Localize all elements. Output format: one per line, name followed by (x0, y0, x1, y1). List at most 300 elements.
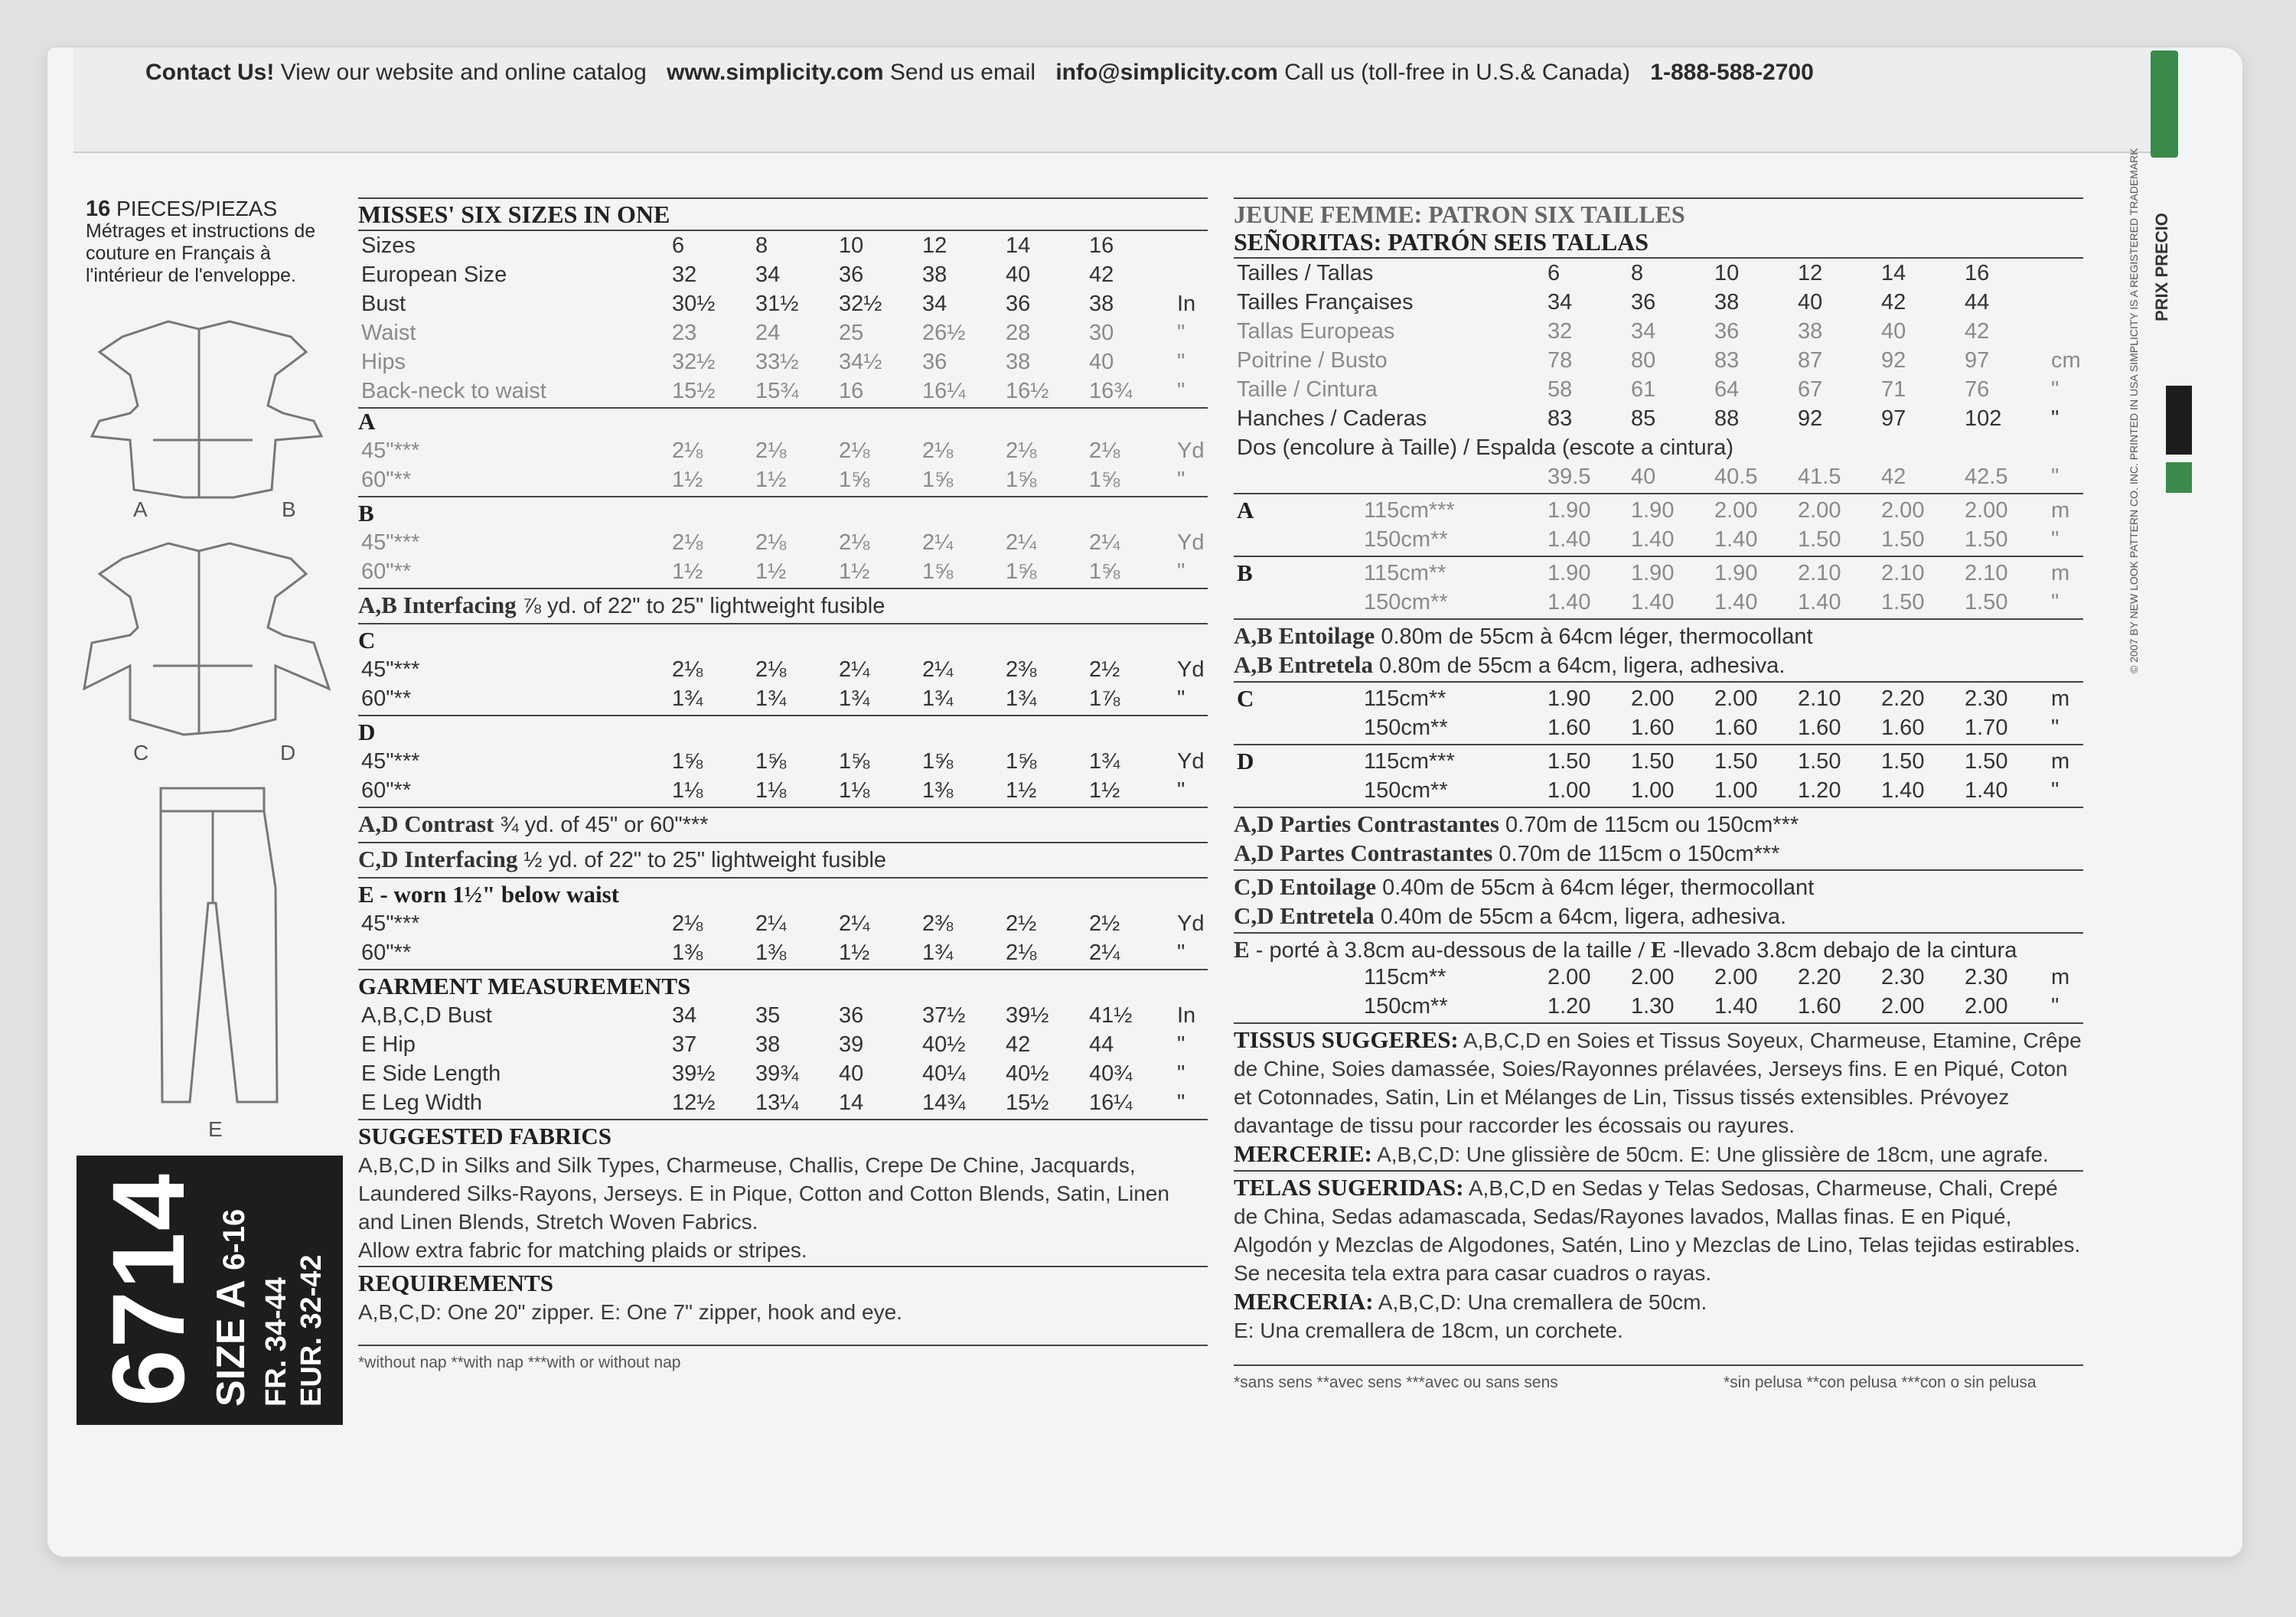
cell-value: 1.00 (1631, 778, 1675, 803)
cell-value: 34 (922, 292, 947, 316)
table-row (1234, 992, 2083, 1021)
table-row (358, 1001, 1208, 1030)
row-label: 150cm** (1364, 590, 1448, 615)
row-label: 115cm*** (1364, 749, 1455, 774)
cell-value: 1⅝ (839, 749, 870, 774)
unit-label: Yd (1177, 530, 1205, 555)
table-row (1234, 496, 2083, 525)
cell-value: 2.20 (1881, 686, 1925, 711)
cell-value: 14¾ (922, 1090, 966, 1115)
copyright-side-text: © 2007 BY NEW LOOK PATTERN CO. INC. PRINTED IN USA SIMPLICITY IS A REGISTERED TRADEMARK (2128, 148, 2140, 673)
cell-value: 42.5 (1965, 465, 2008, 489)
cell-value: 36 (839, 262, 864, 287)
table-row (358, 347, 1208, 377)
cell-value: 35 (755, 1003, 781, 1028)
french-spanish-chart (1234, 196, 2083, 1397)
cell-value: 36 (1631, 290, 1656, 315)
row-label: 45"*** (361, 911, 420, 936)
fr-view-label: D (1237, 748, 1254, 774)
unit-label: In (1177, 1003, 1196, 1028)
cell-value: 92 (1881, 348, 1906, 373)
english-title: MISSES' SIX SIZES IN ONE (358, 200, 670, 228)
cell-value: 38 (1714, 290, 1740, 315)
table-row (1234, 404, 2083, 433)
cell-value: 71 (1881, 377, 1906, 402)
cell-value: 1⅝ (922, 749, 954, 774)
cell-value: 36 (1006, 292, 1031, 316)
cell-value: 1.90 (1548, 561, 1591, 585)
row-label: 150cm** (1364, 716, 1448, 740)
cell-value: 2.00 (1881, 498, 1925, 523)
cell-value: 2⅛ (1006, 941, 1037, 965)
row-label: Hips (361, 350, 406, 374)
fr-view-e-yardage (1234, 963, 2083, 1021)
cell-value: 1.20 (1548, 994, 1591, 1019)
cell-value: 2⅛ (672, 438, 703, 463)
cell-value: 2⅛ (755, 438, 787, 463)
cell-value: 1.40 (1965, 778, 2008, 803)
row-label: Bust (361, 292, 406, 316)
cell-value: 1⅜ (755, 941, 787, 965)
cell-value: 42 (1006, 1032, 1031, 1057)
cell-value: 87 (1798, 348, 1823, 373)
unit-label: m (2051, 686, 2070, 711)
cell-value: 15½ (672, 379, 716, 403)
cell-value: 6 (1548, 261, 1561, 285)
unit-label: " (1177, 1061, 1186, 1086)
cell-value: 14 (1006, 233, 1031, 258)
table-row (358, 528, 1208, 557)
ab-entretela: A,B Entretela 0.80m de 55cm a 64cm, ligera, adhesiva. (1234, 651, 1786, 678)
cell-value: 42 (1089, 262, 1114, 287)
cell-value: 2¼ (1006, 530, 1037, 555)
cell-value: 40.5 (1714, 465, 1758, 489)
cell-value: 1½ (1006, 778, 1037, 803)
cell-value: 16 (839, 379, 864, 403)
table-row (1234, 462, 2083, 491)
spanish-title: SEÑORITAS: PATRÓN SEIS TALLAS (1234, 228, 1649, 256)
cell-value: 83 (1548, 406, 1573, 431)
cell-value: 8 (1631, 261, 1644, 285)
cell-value: 34 (755, 262, 781, 287)
cell-value: 2½ (1089, 911, 1120, 936)
website-link[interactable]: www.simplicity.com (667, 60, 884, 85)
fr-view-label: A (1237, 497, 1254, 523)
unit-label: " (1177, 321, 1186, 345)
cell-value: 40 (1089, 350, 1114, 374)
cell-value: 37½ (922, 1003, 966, 1028)
cell-value: 1.00 (1548, 778, 1591, 803)
cell-value: 34½ (839, 350, 882, 374)
row-label: E Side Length (361, 1061, 501, 1086)
view-label-a: A (133, 497, 148, 521)
cell-value: 1½ (839, 559, 870, 584)
cell-value: 2.00 (1965, 498, 2008, 523)
fr-view-e-heading: E - porté à 3.8cm au-dessous de la taille / E -llevado 3.8cm debajo de la cintura (1234, 936, 2017, 963)
cell-value: 2.30 (1881, 965, 1925, 989)
cell-value: 2.00 (1714, 686, 1758, 711)
row-label: 150cm** (1364, 778, 1448, 803)
cell-value: 83 (1714, 348, 1740, 373)
row-label: Tallas Europeas (1237, 319, 1395, 344)
cell-value: 1.50 (1714, 749, 1758, 774)
cell-value: 1⅞ (1089, 686, 1120, 711)
mercerie: MERCERIE: A,B,C,D: Une glissière de 50cm. E: Une glissière de 18cm, une agrafe. (1234, 1140, 2049, 1167)
cell-value: 41.5 (1798, 465, 1841, 489)
cell-value: 1.50 (1548, 749, 1591, 774)
table-row (1234, 317, 2083, 346)
cell-value: 2½ (1006, 911, 1037, 936)
cell-value: 2.10 (1798, 686, 1841, 711)
cell-value: 1.50 (1881, 749, 1925, 774)
cell-value: 1⅝ (672, 749, 703, 774)
cell-value: 2⅛ (1006, 438, 1037, 463)
cell-value: 2.00 (1965, 994, 2008, 1019)
table-row (358, 231, 1208, 260)
cell-value: 40½ (1006, 1061, 1049, 1086)
cell-value: 40¼ (922, 1061, 966, 1086)
footnote-es: *sin pelusa **con pelusa ***con o sin pelusa (1724, 1374, 2037, 1391)
view-label-b: B (282, 497, 296, 521)
cell-value: 2¼ (1089, 941, 1120, 965)
cell-value: 40 (1631, 465, 1656, 489)
cell-value: 1.60 (1881, 716, 1925, 740)
cell-value: 15¾ (755, 379, 799, 403)
pieces-label: PIECES/PIEZAS (116, 197, 278, 220)
cell-value: 10 (1714, 261, 1740, 285)
cell-value: 2⅛ (922, 438, 954, 463)
email-link[interactable]: info@simplicity.com (1055, 60, 1278, 85)
cell-value: 1.60 (1631, 716, 1675, 740)
size-label: SIZE A 6-16 (209, 1208, 253, 1407)
cell-value: 1.40 (1714, 994, 1758, 1019)
row-label: 45"*** (361, 657, 420, 682)
cell-value: 1.50 (1881, 590, 1925, 615)
merceria: MERCERIA: A,B,C,D: Una cremallera de 50cm. (1234, 1288, 1707, 1315)
unit-label: " (2051, 590, 2060, 615)
cell-value: 1.50 (1965, 527, 2008, 552)
cell-value: 2⅛ (672, 530, 703, 555)
row-label: Tailles / Tallas (1237, 261, 1374, 285)
table-row (358, 938, 1208, 967)
unit-label: " (1177, 778, 1186, 803)
row-label: Poitrine / Busto (1237, 348, 1388, 373)
fr-view-d-yardage (1234, 747, 2083, 805)
email-text: Send us email (889, 60, 1035, 85)
row-label: E Hip (361, 1032, 416, 1057)
row-label: Waist (361, 321, 416, 345)
cell-value: 1½ (1089, 778, 1120, 803)
cell-value: 1.50 (1798, 749, 1841, 774)
cell-value: 1.90 (1714, 561, 1758, 585)
cell-value: 2⅜ (922, 911, 954, 936)
pieces-block (86, 197, 346, 287)
row-label: Hanches / Caderas (1237, 406, 1427, 431)
cell-value: 2⅛ (755, 530, 787, 555)
cell-value: 16¼ (1089, 1090, 1133, 1115)
row-label: E Leg Width (361, 1090, 482, 1115)
ad-parties: A,D Parties Contrastantes 0.70m de 115cm ou 150cm*** (1234, 810, 1799, 837)
cell-value: 38 (1089, 292, 1114, 316)
ab-interfacing: A,B Interfacing ⅞ yd. of 22" to 25" lightweight fusible (358, 592, 885, 618)
french-footnotes (1234, 1374, 2083, 1397)
cell-value: 1½ (755, 559, 787, 584)
unit-label: " (1177, 1090, 1186, 1115)
cell-value: 2¼ (839, 911, 870, 936)
row-label: 115cm** (1364, 686, 1446, 711)
view-e-heading: E - worn 1½" below waist (358, 881, 619, 908)
cell-value: 1.60 (1798, 994, 1841, 1019)
green-tab (2151, 51, 2178, 158)
row-label: Sizes (361, 233, 416, 258)
unit-label: m (2051, 561, 2070, 585)
table-row (358, 465, 1208, 494)
table-row (1234, 713, 2083, 742)
cell-value: 25 (839, 321, 864, 345)
row-label: 60"** (361, 559, 412, 584)
cell-value: 1.00 (1714, 778, 1758, 803)
unit-label: " (2051, 465, 2060, 489)
unit-label: " (2051, 716, 2060, 740)
cell-value: 64 (1714, 377, 1740, 402)
cell-value: 12 (1798, 261, 1823, 285)
cell-value: 16¾ (1089, 379, 1133, 403)
cell-value: 76 (1965, 377, 1990, 402)
cell-value: 16 (1965, 261, 1990, 285)
cell-value: 32 (672, 262, 697, 287)
cell-value: 1½ (755, 468, 787, 492)
cell-value: 2¼ (755, 911, 787, 936)
cell-value: 30 (1089, 321, 1114, 345)
cell-value: 2⅛ (672, 657, 703, 682)
cell-value: 36 (922, 350, 947, 374)
fr-sizes: FR. 34-44 (260, 1277, 292, 1407)
cell-value: 40½ (922, 1032, 966, 1057)
size-range: 6-16 (217, 1208, 251, 1270)
cell-value: 44 (1965, 290, 1990, 315)
unit-label: " (2051, 406, 2060, 431)
cd-entoilage: C,D Entoilage 0.40m de 55cm à 64cm léger, thermocollant (1234, 873, 1815, 900)
cell-value: 1¾ (755, 686, 787, 711)
cell-value: 12 (922, 233, 947, 258)
cell-value: 1¾ (1089, 749, 1120, 774)
view-a-heading: A (358, 408, 376, 435)
cell-value: 10 (839, 233, 864, 258)
french-title: JEUNE FEMME: PATRON SIX TAILLES (1234, 200, 1685, 228)
cell-value: 1.50 (1631, 749, 1675, 774)
cell-value: 97 (1881, 406, 1906, 431)
unit-label: " (2051, 994, 2060, 1019)
cell-value: 1.50 (1798, 527, 1841, 552)
cell-value: 1⅜ (922, 778, 954, 803)
row-label: European Size (361, 262, 507, 287)
cell-value: 2.00 (1714, 965, 1758, 989)
row-label: 60"** (361, 941, 412, 965)
cell-value: 16 (1089, 233, 1114, 258)
cd-entretela: C,D Entretela 0.40m de 55cm a 64cm, ligera, adhesiva. (1234, 902, 1787, 929)
cell-value: 1.40 (1881, 778, 1925, 803)
cell-value: 40¾ (1089, 1061, 1133, 1086)
garment-measurements-table (358, 1001, 1208, 1117)
cell-value: 2⅛ (1089, 438, 1120, 463)
cell-value: 26½ (922, 321, 966, 345)
table-row (1234, 963, 2083, 992)
garment-illustrations (77, 306, 337, 1148)
unit-label: " (1177, 1032, 1186, 1057)
table-row (1234, 747, 2083, 776)
cell-value: 2.00 (1881, 994, 1925, 1019)
table-row (358, 1030, 1208, 1059)
telas-sugeridas: TELAS SUGERIDAS: A,B,C,D en Sedas y Telas Sedosas, Charmeuse, Chali, Crepé de China, Sedas adamascada, Sedas/Rayones lavados, Mallas finas. E en Piqué, Algodón y Mezclas de Algodones, Satén, Lino y Mezclas de Lino, Telas tejidas estirables. Se necesita tela extra para casar cuadros o rayas. (1234, 1174, 2081, 1285)
cell-value: 1⅝ (1006, 749, 1037, 774)
call-text: Call us (toll-free in U.S.& Canada) (1284, 60, 1630, 85)
cell-value: 12½ (672, 1090, 716, 1115)
pieces-count: 16 (86, 197, 111, 221)
row-label: 150cm** (1364, 994, 1448, 1019)
cell-value: 1⅜ (672, 941, 703, 965)
table-row (358, 377, 1208, 406)
unit-label: Yd (1177, 657, 1205, 682)
cell-value: 2¼ (839, 657, 870, 682)
cell-value: 1.50 (1965, 590, 2008, 615)
price-code-mark (2166, 386, 2192, 493)
table-row (358, 1059, 1208, 1088)
cell-value: 24 (755, 321, 781, 345)
top-ab-drawing (92, 321, 321, 497)
cell-value: 42 (1881, 290, 1906, 315)
cell-value: 1⅝ (922, 468, 954, 492)
view-label-d: D (280, 741, 296, 764)
cell-value: 1.90 (1631, 561, 1675, 585)
table-row (1234, 259, 2083, 288)
table-row (1234, 588, 2083, 617)
unit-label: Yd (1177, 911, 1205, 936)
cell-value: 42 (1881, 465, 1906, 489)
view-c-yardage (358, 655, 1208, 713)
cell-value: 2¼ (922, 530, 954, 555)
unit-label: m (2051, 498, 2070, 523)
fr-view-a-yardage (1234, 496, 2083, 554)
phone-number: 1-888-588-2700 (1650, 60, 1814, 85)
cell-value: 30½ (672, 292, 716, 316)
table-row (358, 436, 1208, 465)
cell-value: 2.10 (1965, 561, 2008, 585)
english-size-table (358, 231, 1208, 406)
cell-value: 2.20 (1798, 965, 1841, 989)
unit-label: " (1177, 468, 1186, 492)
table-row (1234, 525, 2083, 554)
fr-view-b-yardage (1234, 559, 2083, 617)
footnote-fr: *sans sens **avec sens ***avec ou sans sens (1234, 1374, 1558, 1391)
table-row (358, 655, 1208, 684)
cell-value: 32 (1548, 319, 1573, 344)
cell-value: 14 (1881, 261, 1906, 285)
cell-value: 1.40 (1631, 527, 1675, 552)
row-label: A,B,C,D Bust (361, 1003, 492, 1028)
cell-value: 1½ (672, 559, 703, 584)
cell-value: 40 (1881, 319, 1906, 344)
cell-value: 1.40 (1631, 590, 1675, 615)
cell-value: 6 (672, 233, 685, 258)
cell-value: 2.10 (1798, 561, 1841, 585)
pants-e-drawing (161, 788, 277, 1102)
unit-label: " (2051, 377, 2060, 402)
cell-value: 2⅛ (755, 657, 787, 682)
suggested-fabrics-text: A,B,C,D in Silks and Silk Types, Charmeuse, Challis, Crepe De Chine, Jacquards, Laundered Silks-Rayons, Jerseys. E in Pique, Cotton and Cotton Blends, Satin, Linen and Linen Blends, Stretch Woven Fabrics. (358, 1153, 1169, 1234)
cell-value: 1.50 (1965, 749, 2008, 774)
cell-value: 14 (839, 1090, 864, 1115)
suggested-fabrics-note: Allow extra fabric for matching plaids or stripes. (358, 1238, 807, 1262)
view-text: View our website and online catalog (280, 60, 647, 85)
cell-value: 2½ (1089, 657, 1120, 682)
row-label: Taille / Cintura (1237, 377, 1378, 402)
cell-value: 58 (1548, 377, 1573, 402)
contact-label: Contact Us! (145, 60, 275, 85)
cell-value: 2.00 (1631, 965, 1675, 989)
view-d-heading: D (358, 719, 376, 745)
cell-value: 1.50 (1881, 527, 1925, 552)
cell-value: 28 (1006, 321, 1031, 345)
cell-value: 15½ (1006, 1090, 1049, 1115)
cell-value: 1¾ (922, 686, 954, 711)
table-row (358, 318, 1208, 347)
cell-value: 39½ (1006, 1003, 1049, 1028)
cell-value: 2.30 (1965, 686, 2008, 711)
cell-value: 2⅛ (839, 438, 870, 463)
cell-value: 31½ (755, 292, 799, 316)
table-row (358, 1088, 1208, 1117)
cell-value: 38 (1798, 319, 1823, 344)
unit-label: " (1177, 941, 1186, 965)
unit-label: In (1177, 292, 1196, 316)
unit-label: cm (2051, 348, 2081, 373)
table-row (1234, 776, 2083, 805)
cell-value: 37 (672, 1032, 697, 1057)
cell-value: 2.10 (1881, 561, 1925, 585)
row-label: 45"*** (361, 530, 420, 555)
view-label-e: E (208, 1117, 223, 1141)
cell-value: 1.90 (1631, 498, 1675, 523)
dos-values (1234, 462, 2083, 491)
cell-value: 92 (1798, 406, 1823, 431)
cell-value: 40 (1798, 290, 1823, 315)
table-row (358, 909, 1208, 938)
french-size-table (1234, 259, 2083, 433)
table-row (1234, 288, 2083, 317)
cell-value: 39.5 (1548, 465, 1591, 489)
cell-value: 38 (922, 262, 947, 287)
cell-value: 102 (1965, 406, 2002, 431)
fr-view-label: C (1237, 685, 1254, 712)
view-c-heading: C (358, 627, 376, 654)
cell-value: 67 (1798, 377, 1823, 402)
eur-sizes: EUR. 32-42 (295, 1254, 328, 1407)
row-label: 45"*** (361, 749, 420, 774)
row-label: 115cm*** (1364, 498, 1455, 523)
cell-value: 2⅛ (672, 911, 703, 936)
cell-value: 1.40 (1548, 527, 1591, 552)
cell-value: 2¼ (922, 657, 954, 682)
cell-value: 32½ (672, 350, 716, 374)
cell-value: 23 (672, 321, 697, 345)
cell-value: 1½ (672, 468, 703, 492)
row-label: 150cm** (1364, 527, 1448, 552)
table-row (358, 776, 1208, 805)
cell-value: 1.40 (1548, 590, 1591, 615)
prix-label: PRIX PRECIO (2152, 213, 2171, 321)
view-a-yardage (358, 436, 1208, 494)
table-row (1234, 684, 2083, 713)
